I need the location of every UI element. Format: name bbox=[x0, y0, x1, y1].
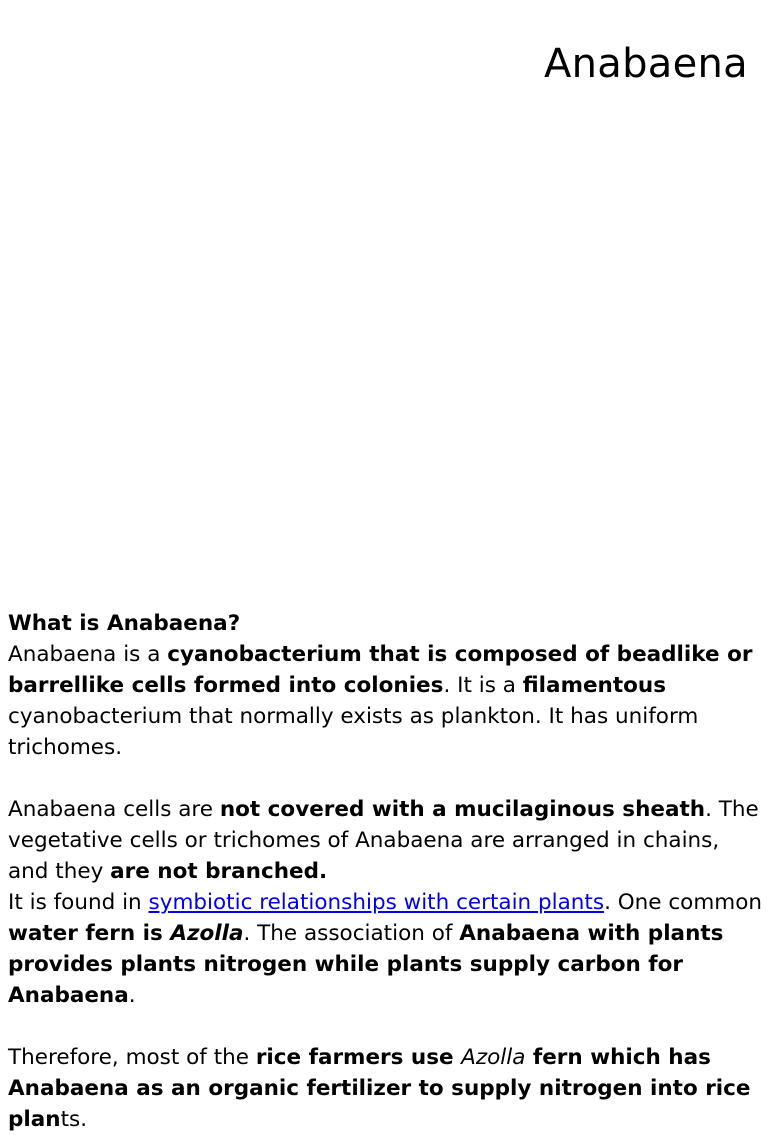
bold-run: rice farmers use bbox=[255, 1045, 462, 1070]
page-title: Anabaena bbox=[543, 41, 748, 87]
text-run: . One common bbox=[604, 890, 762, 915]
paragraph-definition bbox=[8, 639, 764, 763]
document-body bbox=[8, 608, 764, 1135]
bold-run: are not branched. bbox=[110, 859, 328, 884]
bold-run: fern which has Anabaena as an organic fertilizer to supply nitrogen into rice plan bbox=[8, 1045, 751, 1132]
text-run: It is found in bbox=[8, 890, 149, 915]
text-run: . The association of bbox=[243, 921, 460, 946]
text-run: Therefore, most of the bbox=[8, 1045, 256, 1070]
paragraph-rice-farmers bbox=[8, 1042, 764, 1135]
italic-run: Azolla bbox=[461, 1045, 526, 1070]
blank-line bbox=[8, 763, 764, 794]
bold-run: Anabaena with plants provides plants nitrogen while plants supply carbon for Anabaena bbox=[8, 921, 724, 1008]
text-run: . bbox=[128, 983, 136, 1008]
bold-run: water fern is bbox=[8, 921, 171, 946]
section-heading bbox=[8, 608, 764, 639]
text-run: . It is a bbox=[443, 673, 523, 698]
bold-italic-run: Azolla bbox=[170, 921, 244, 946]
text-run: cyanobacterium that normally exists as plankton. It has uniform trichomes. bbox=[8, 704, 699, 760]
text-run: ts. bbox=[60, 1107, 88, 1132]
symbiotic-relationships-link[interactable]: symbiotic relationships with certain plants bbox=[148, 890, 605, 915]
text-run: Anabaena is a bbox=[8, 642, 168, 667]
text-run: . The vegetative cells or trichomes of Anabaena are arranged in chains, and they bbox=[8, 797, 759, 884]
paragraph-cells bbox=[8, 794, 764, 887]
heading-text: What is Anabaena? bbox=[8, 611, 241, 636]
bold-run: not covered with a mucilaginous sheath bbox=[219, 797, 706, 822]
blank-line bbox=[8, 1011, 764, 1042]
bold-run: filamentous bbox=[522, 673, 667, 698]
text-run: Anabaena cells are bbox=[8, 797, 220, 822]
paragraph-symbiosis bbox=[8, 887, 764, 1011]
bold-run: cyanobacterium that is composed of beadlike or barrellike cells formed into colonies bbox=[8, 642, 753, 698]
